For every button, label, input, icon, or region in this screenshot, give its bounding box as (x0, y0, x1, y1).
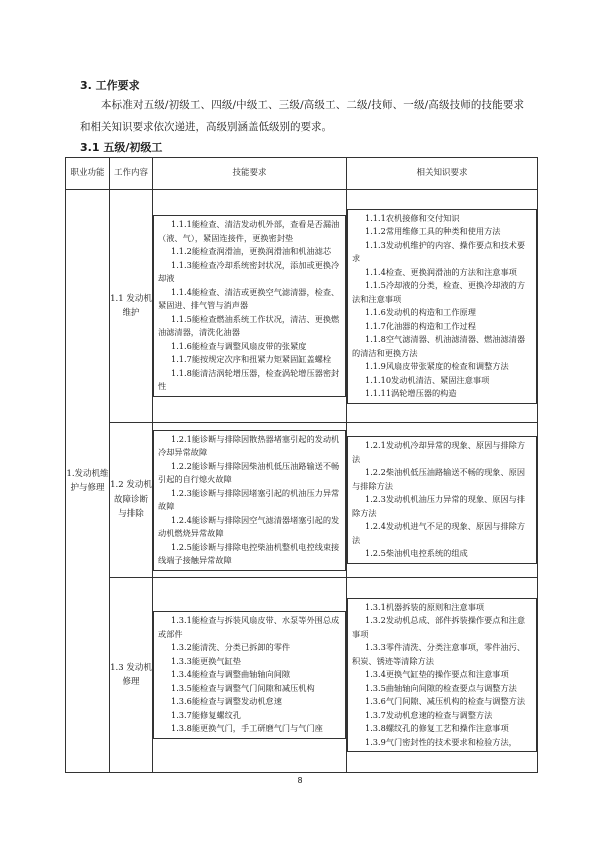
skill-item: 1.1.7能按规定次序和扭紧力矩紧固缸盖螺栓 (171, 354, 332, 365)
skill-item: 1.2.4能诊断与排除因空气滤清器堵塞引起的发动机燃烧异常故障 (158, 514, 340, 538)
knowledge-item: 1.3.5曲轴轴向间隙的检查要点与调整方法 (365, 682, 517, 693)
skill-item: 1.3.3能更换气缸垫 (171, 655, 241, 666)
knowledge-box (347, 209, 537, 404)
knowledge-item: 1.1.1农机接修和交付知识 (365, 212, 460, 223)
intro-paragraph: 本标准对五级/初级工、四级/中级工、三级/高级工、二级/技师、一级/高级技师的技能要求和相关知识要求依次递进，高级别涵盖低级别的要求。 (80, 99, 524, 133)
knowledge-item: 1.3.2发动机总成、部件拆装操作要点和注意事项 (352, 615, 526, 639)
knowledge-item: 1.1.11涡轮增压器的构造 (365, 388, 457, 398)
knowledge-item: 1.1.5冷却液的分类，检查、更换冷却液的方法和注意事项 (352, 280, 526, 304)
content-cell: 1.1 发动机维护 (110, 190, 153, 423)
skill-item: 1.3.2能清洗、分类已拆卸的零件 (171, 642, 291, 653)
table-row (66, 190, 538, 423)
knowledge-item: 1.1.8空气滤清器、机油滤清器、燃油滤清器的清洁和更换方法 (352, 334, 526, 358)
knowledge-item: 1.2.1发动机冷却异常的现象、原因与排除方法 (352, 440, 526, 464)
level-subheading: 3.1 五级/初级工 (80, 141, 163, 154)
header-skills: 技能要求 (153, 158, 347, 190)
skill-item: 1.3.5能检查与调整气门间隙和减压机构 (171, 682, 315, 693)
knowledge-cell (347, 423, 538, 578)
skill-item: 1.1.3能检查冷却系统密封状况，添加或更换冷却液 (158, 259, 340, 284)
table-row (66, 578, 538, 773)
skills-cell (153, 423, 347, 578)
knowledge-cell (347, 578, 538, 773)
page-number: 8 (297, 776, 303, 785)
skill-item: 1.2.5能诊断与排除电控柴油机整机电控线束接线端子接触异常故障 (158, 541, 340, 565)
header-knowledge: 相关知识要求 (347, 158, 538, 190)
content-cell: 1.2 发动机故障诊断与排除 (110, 423, 153, 578)
skill-item: 1.2.2能诊断与排除因柴油机低压油路输送不畅引起的自行熄火故障 (158, 460, 340, 484)
skills-box (153, 215, 346, 397)
skill-item: 1.2.1能诊断与排除因散热器堵塞引起的发动机冷却异常故障 (158, 433, 340, 457)
skills-cell (153, 190, 347, 423)
skill-item: 1.1.6能检查与调整风扇皮带的张紧度 (171, 340, 307, 351)
skill-item: 1.1.5能检查燃油系统工作状况，清洁、更换燃油滤清器，清洗化油器 (158, 313, 340, 338)
knowledge-item: 1.2.5柴油机电控系统的组成 (365, 548, 468, 559)
knowledge-item: 1.1.7化油器的构造和工作过程 (365, 320, 476, 331)
knowledge-item: 1.3.7发动机怠速的检查与调整方法 (365, 709, 493, 720)
knowledge-item: 1.1.9风扇皮带张紧度的检查和调整方法 (365, 361, 509, 371)
knowledge-item: 1.1.4检查、更换润滑油的方法和注意事项 (365, 266, 517, 277)
header-function: 职业功能 (66, 158, 110, 190)
skills-cell (153, 578, 347, 773)
skill-item: 1.1.8能清洁涡轮增压器，检查涡轮增压器密封性 (158, 367, 340, 392)
knowledge-item: 1.3.3零件清洗、分类注意事项，零件油污、积炭、锈迹等清除方法 (352, 642, 526, 666)
skill-item: 1.3.7能修复螺纹孔 (171, 709, 241, 720)
skill-item: 1.1.1能检查、清洁发动机外部，查看是否漏油（液、气），紧固连接件，更换密封垫 (158, 219, 340, 243)
knowledge-item: 1.3.1机器拆装的原则和注意事项 (365, 601, 485, 612)
skill-item: 1.3.1能检查与拆装风扇皮带、水泵等外围总成或部件 (158, 615, 340, 639)
header-content: 工作内容 (110, 158, 153, 190)
knowledge-item: 1.1.2常用维修工具的种类和使用方法 (365, 226, 501, 236)
function-cell: 1.发动机维护与修理 (66, 190, 110, 773)
knowledge-item: 1.2.2柴油机低压油路输送不畅的现象、原因与排除方法 (352, 467, 526, 491)
knowledge-item: 1.3.8螺纹孔的修复工艺和操作注意事项 (365, 723, 509, 734)
skills-box (153, 611, 346, 739)
table-header-row (66, 158, 538, 190)
table-row (66, 423, 538, 578)
skill-item: 1.1.2能检查润滑油，更换润滑油和机油滤芯 (171, 246, 332, 257)
skill-item: 1.1.4能检查、清洁或更换空气滤清器，检查、紧固进、排气管与消声器 (158, 286, 340, 311)
knowledge-item: 1.3.4更换气缸垫的操作要点和注意事项 (365, 669, 509, 680)
knowledge-item: 1.1.10发动机清洁、紧固注意事项 (365, 374, 490, 385)
content-cell: 1.3 发动机修理 (110, 578, 153, 773)
knowledge-item: 1.2.3发动机机油压力异常的现象、原因与排除方法 (352, 494, 526, 518)
knowledge-box (347, 436, 537, 564)
knowledge-item: 1.3.6气门间隙、减压机构的检查与调整方法 (365, 696, 526, 707)
skill-item: 1.3.6能检查与调整发动机怠速 (171, 696, 282, 707)
knowledge-cell (347, 190, 538, 423)
knowledge-item: 1.1.3发动机维护的内容、操作要点和技术要求 (352, 239, 526, 263)
knowledge-item: 1.2.4发动机进气不足的现象、原因与排除方法 (352, 521, 526, 545)
requirements-table (65, 157, 538, 773)
skill-item: 1.3.4能检查与调整曲轴轴向间隙 (171, 669, 291, 680)
knowledge-box (347, 598, 537, 753)
skill-item: 1.3.8能更换气门，手工研磨气门与气门座 (171, 723, 323, 734)
knowledge-item: 1.3.9气门密封性的技术要求和检验方法， (365, 736, 517, 747)
section-heading: 3. 工作要求 (80, 79, 140, 92)
skill-item: 1.2.3能诊断与排除因堵塞引起的机油压力异常故障 (158, 487, 340, 511)
knowledge-item: 1.1.6发动机的构造和工作原理 (365, 307, 476, 317)
skills-box (153, 430, 346, 571)
